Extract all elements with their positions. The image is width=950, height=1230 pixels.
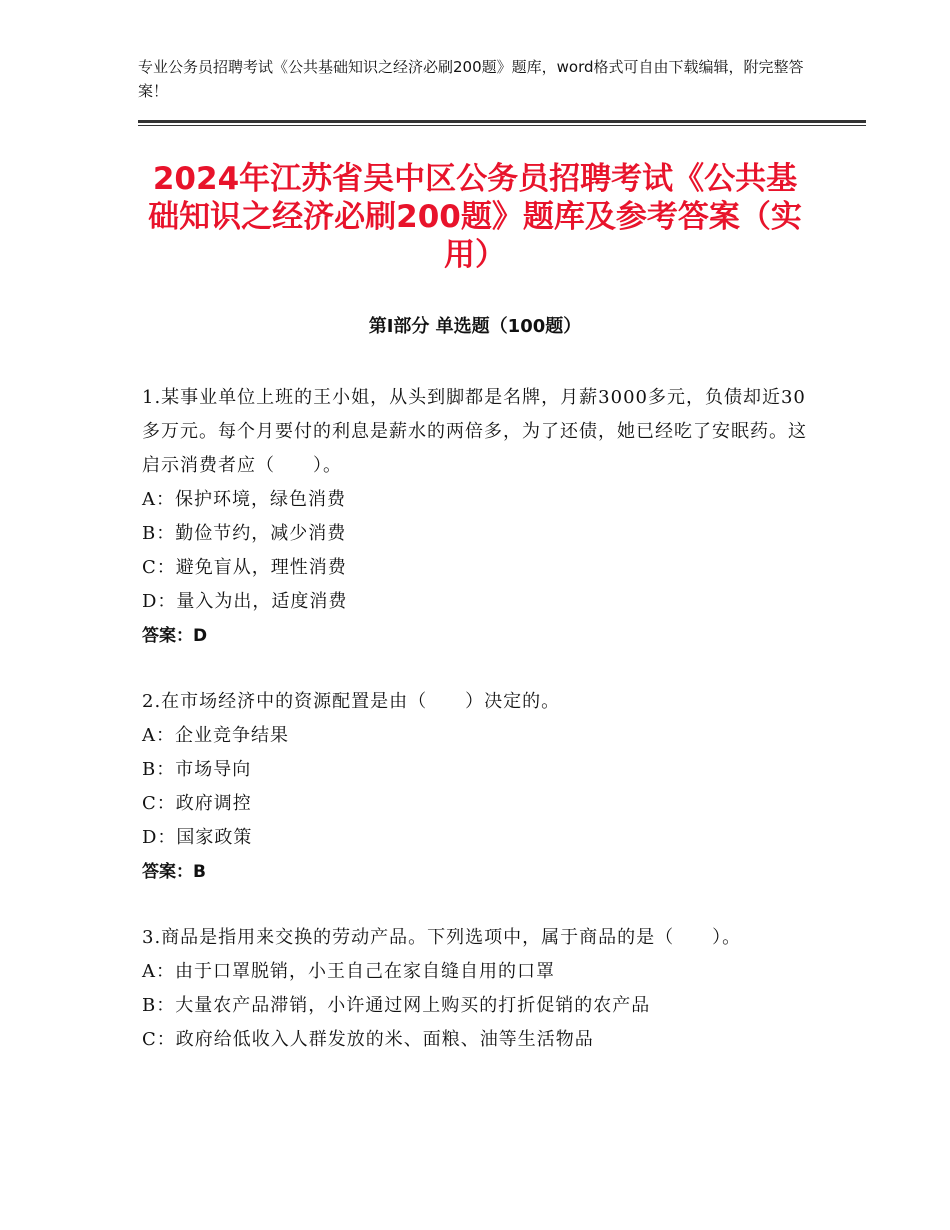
- option-c: C：政府调控: [142, 793, 252, 814]
- option-c: C：政府给低收入人群发放的米、面粮、油等生活物品: [142, 1029, 594, 1050]
- question-3: [142, 921, 817, 1057]
- option-b: B：大量农产品滞销，小许通过网上购买的打折促销的农产品: [142, 995, 651, 1016]
- header-divider-thin: [138, 125, 866, 126]
- question-list: [142, 381, 817, 1089]
- question-stem: 3.商品是指用来交换的劳动产品。下列选项中，属于商品的是（ ）。: [142, 927, 742, 948]
- section-title: 第Ⅰ部分 单选题（100题）: [368, 316, 582, 337]
- header-note: 专业公务员招聘考试《公共基础知识之经济必刷200题》题库，word格式可自由下载编辑，附完整答案！: [138, 58, 804, 100]
- option-b: B：勤俭节约，减少消费: [142, 523, 347, 544]
- option-a: A：企业竞争结果: [142, 725, 289, 746]
- document-title: 2024年江苏省吴中区公务员招聘考试《公共基础知识之经济必刷200题》题库及参考答案（实用）: [148, 161, 802, 273]
- answer-label: 答案：B: [142, 862, 206, 882]
- question-stem: 1.某事业单位上班的王小姐，从头到脚都是名牌，月薪3000多元，负债却近30多万元。每个月要付的利息是薪水的两倍多，为了还债，她已经吃了安眠药。这启示消费者应（ ）。: [142, 387, 807, 476]
- option-d: D：国家政策: [142, 827, 253, 848]
- option-c: C：避免盲从，理性消费: [142, 557, 347, 578]
- option-d: D：量入为出，适度消费: [142, 591, 348, 612]
- header-divider-thick: [138, 120, 866, 123]
- question-2: [142, 685, 817, 889]
- answer-label: 答案：D: [142, 626, 208, 646]
- question-1: [142, 381, 817, 653]
- question-stem: 2.在市场经济中的资源配置是由（ ）决定的。: [142, 691, 561, 712]
- option-a: A：由于口罩脱销，小王自己在家自缝自用的口罩: [142, 961, 555, 982]
- option-a: A：保护环境，绿色消费: [142, 489, 346, 510]
- option-b: B：市场导向: [142, 759, 252, 780]
